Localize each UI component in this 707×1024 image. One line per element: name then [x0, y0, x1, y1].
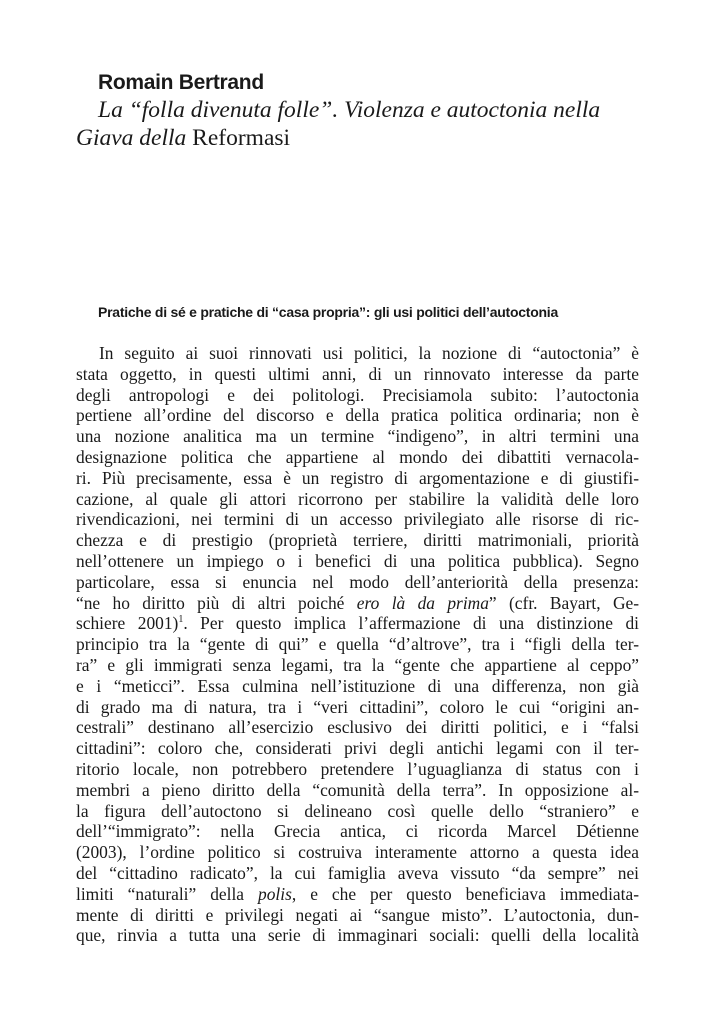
- footnote-marker[interactable]: 1: [178, 614, 184, 626]
- body-line: [76, 842, 639, 863]
- body-line: [76, 551, 639, 572]
- body-line: [76, 801, 639, 822]
- body-line: [76, 738, 639, 759]
- body-line-text: nell’ottenere un impiego o i benefici di una politica pubblica). Segno: [76, 550, 639, 571]
- article-title-line-2-roman: Reformasi: [192, 125, 291, 151]
- body-line: [76, 613, 639, 634]
- body-line-text: schiere 2001): [76, 613, 179, 634]
- body-line-text: chezza e di prestigio (proprietà terriere, diritti matrimoniali, priorità: [76, 530, 639, 551]
- body-line: [76, 385, 639, 406]
- body-line: [76, 634, 639, 655]
- body-line: [76, 405, 639, 426]
- body-line: [76, 509, 639, 530]
- body-line: [76, 925, 639, 946]
- article-title-line-1-italic: La “folla divenuta folle”. Violenza e autoctonia nella: [98, 97, 601, 123]
- body-line: [76, 697, 639, 718]
- body-line: [76, 655, 639, 676]
- body-line-text: limiti “naturali” della: [76, 883, 259, 904]
- article-author: Romain Bertrand: [98, 71, 264, 94]
- body-line: [76, 884, 639, 905]
- body-line: [76, 572, 639, 593]
- body-line-text: que, rinvia a tutta una serie di immaginari sociali: quelli della località: [76, 925, 639, 946]
- body-line-text: una nozione analitica ma un termine “indigeno”, in altri termini una: [76, 426, 639, 447]
- body-line: [76, 717, 639, 738]
- body-line-text: cazione, al quale gli attori ricorrono per stabilire la validità delle loro: [76, 488, 639, 509]
- body-line-text: (2003), l’ordine politico si costruiva interamente attorno a questa idea: [76, 842, 639, 863]
- article-title-line-1: [76, 96, 656, 124]
- body-line-text: , e che per questo beneficiava immediata-: [291, 883, 639, 904]
- body-line-text: di grado ma di natura, tra i “veri cittadini”, coloro le cui “origini an-: [76, 696, 639, 717]
- body-line-text: cestrali” destinano all’esercizio esclusivo dei diritti politici, e i “falsi: [76, 717, 639, 738]
- body-line-text: pertiene all’ordine del discorso e della pratica politica ordinaria; non è: [76, 405, 639, 426]
- body-line-text: e i “meticci”. Essa culmina nell’istituzione di una differenza, non già: [76, 675, 639, 696]
- body-paragraph: [76, 343, 639, 946]
- body-line-text: degli antropologi e dei politologi. Precisiamola subito: l’autoctonia: [76, 384, 639, 405]
- body-line: [76, 468, 639, 489]
- body-line: [76, 489, 639, 510]
- body-line-text: designazione politica che appartiene al mondo dei dibattiti vernacola-: [76, 446, 639, 467]
- body-line-text: ” (cfr. Bayart, Ge-: [488, 592, 640, 613]
- body-line-text: membri a pieno diritto della “comunità della terra”. In opposizione al-: [76, 779, 639, 800]
- body-line-text: cittadini”: coloro che, considerati privi degli antichi legami con il ter-: [76, 738, 639, 759]
- body-line-italic: ero là da prima: [356, 592, 489, 613]
- body-line: [76, 780, 639, 801]
- body-line-text: mente di diritti e privilegi negati ai “sangue misto”. L’autoctonia, dun-: [76, 904, 639, 925]
- body-line-text: dell’“immigrato”: nella Grecia antica, ci ricorda Marcel Détienne: [76, 821, 639, 842]
- body-line-text: In seguito ai suoi rinnovati usi politici, la nozione di “autoctonia” è: [99, 343, 639, 363]
- body-line: [76, 821, 639, 842]
- body-line-text: ri. Più precisamente, essa è un registro di argomentazione e di giustifi-: [76, 467, 639, 488]
- body-line-text: rivendicazioni, nei termini di un accesso privilegiato alle risorse di ric-: [76, 509, 639, 530]
- body-line-text: principio tra la “gente di qui” e quella “d’altrove”, tra i “figli della ter-: [76, 634, 639, 655]
- body-line-text: ra” e gli immigrati senza legami, tra la “gente che appartiene al ceppo”: [76, 654, 639, 675]
- body-line: [76, 426, 639, 447]
- body-line-text: ritorio locale, non potrebbero pretendere l’uguaglianza di status con i: [76, 758, 639, 779]
- body-line: [76, 676, 639, 697]
- body-line: [76, 863, 639, 884]
- article-title-line-2: [76, 124, 656, 152]
- body-line-text: particolare, essa si enuncia nel modo dell’anteriorità della presenza:: [76, 571, 639, 592]
- body-line: [76, 364, 639, 385]
- body-line-text: . Per questo implica l’affermazione di una distinzione di: [183, 613, 639, 634]
- body-line-text: stata oggetto, in questi ultimi anni, di un rinnovato interesse da parte: [76, 363, 639, 384]
- body-line-text: la figura dell’autoctono si delineano così quelle dello “straniero” e: [76, 800, 639, 821]
- body-line: [76, 530, 639, 551]
- body-line-italic: polis: [258, 883, 292, 904]
- article-title: [76, 96, 656, 152]
- body-line-text: del “cittadino radicato”, la cui famiglia aveva vissuto “da sempre” nei: [76, 862, 639, 883]
- body-line: [76, 593, 639, 614]
- body-line: [76, 759, 639, 780]
- section-heading: Pratiche di sé e pratiche di “casa propria”: gli usi politici dell’autoctonia: [98, 304, 558, 320]
- article-title-line-2-italic: Giava della: [76, 125, 193, 151]
- body-line-text: “ne ho diritto più di altri poiché: [76, 592, 357, 613]
- body-line: [76, 905, 639, 926]
- body-line: [76, 343, 639, 364]
- body-line: [76, 447, 639, 468]
